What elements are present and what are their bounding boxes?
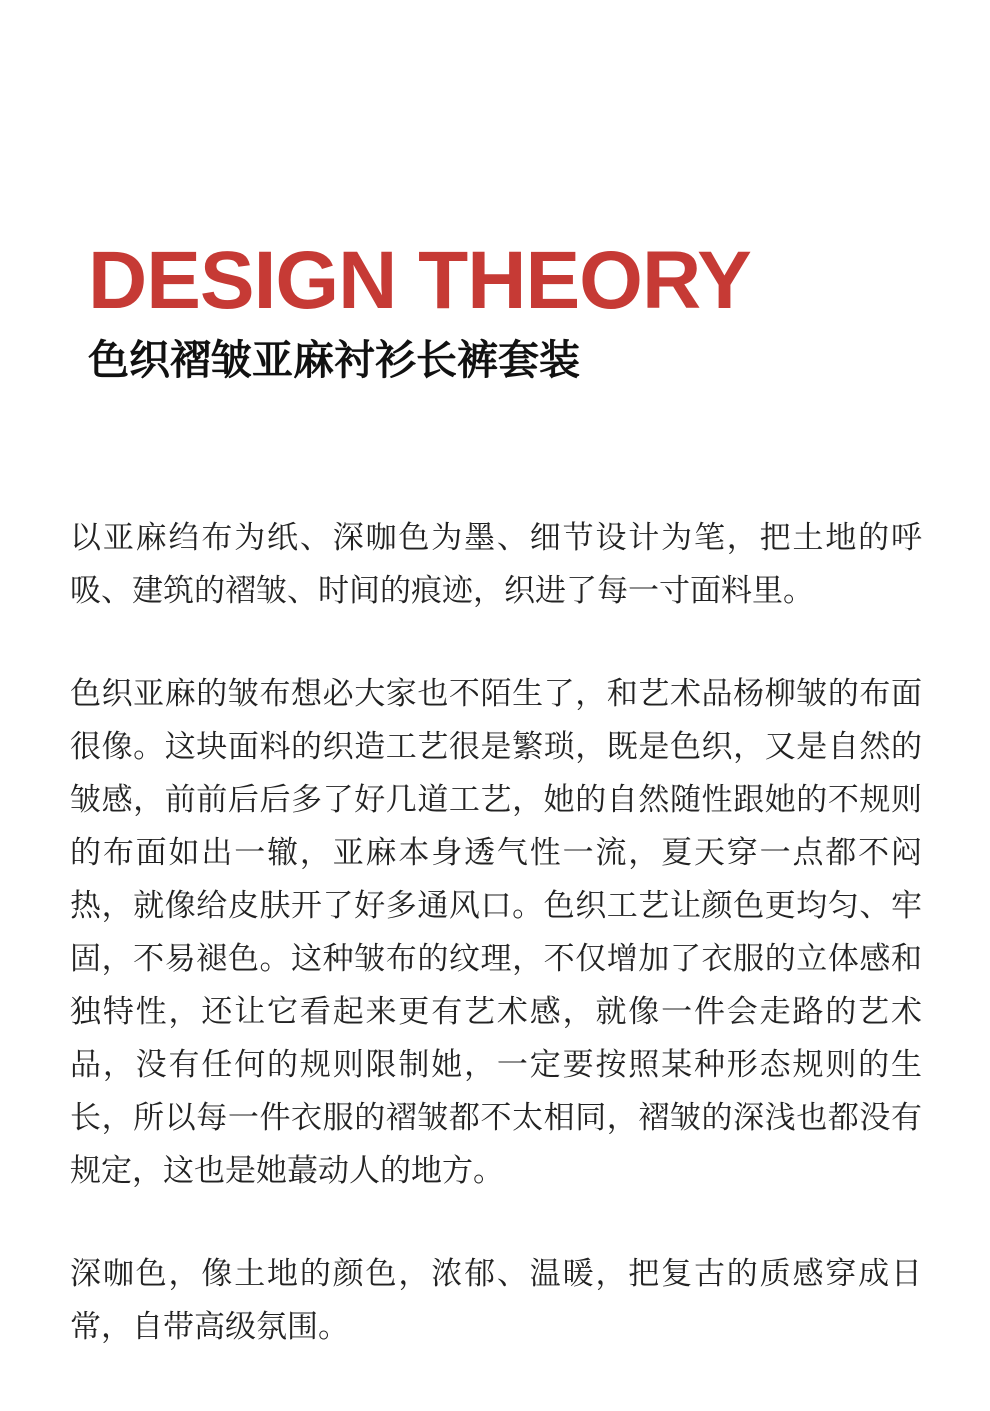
paragraph-color: 深咖色，像土地的颜色，浓郁、温暖，把复古的质感穿成日常，自带高级氛围。 xyxy=(70,1256,922,1345)
paragraph-fabric: 色织亚麻的皱布想必大家也不陌生了，和艺术品杨柳皱的布面很像。这块面料的织造工艺很是繁琐，既是色织，又是自然的皱感，前前后后多了好几道工艺，她的自然随性跟她的不规则的布面如出一辙，亚麻本身透气性一流，夏天穿一点都不闷热，就像给皮肤开了好多通风口。色织工艺让颜色更均匀、牢固，不易褪色。这种皱布的纹理，不仅增加了衣服的立体感和独特性，还让它看起来更有艺术感，就像一件会走路的艺术品，没有任何的规则限制她，一定要按照某种形态规则的生长，所以每一件衣服的褶皱都不太相同，褶皱的深浅也都没有规定，这也是她蕞动人的地方。 xyxy=(70,676,922,1189)
heading-block xyxy=(88,236,908,386)
title-en: DESIGN THEORY xyxy=(88,235,751,326)
paragraph-intro: 以亚麻绉布为纸、深咖色为墨、细节设计为笔，把土地的呼吸、建筑的褶皱、时间的痕迹，织进了每一寸面料里。 xyxy=(70,520,922,609)
body-text xyxy=(70,512,922,1404)
title-cn: 色织褶皱亚麻衬衫长裤套装 xyxy=(88,336,580,384)
